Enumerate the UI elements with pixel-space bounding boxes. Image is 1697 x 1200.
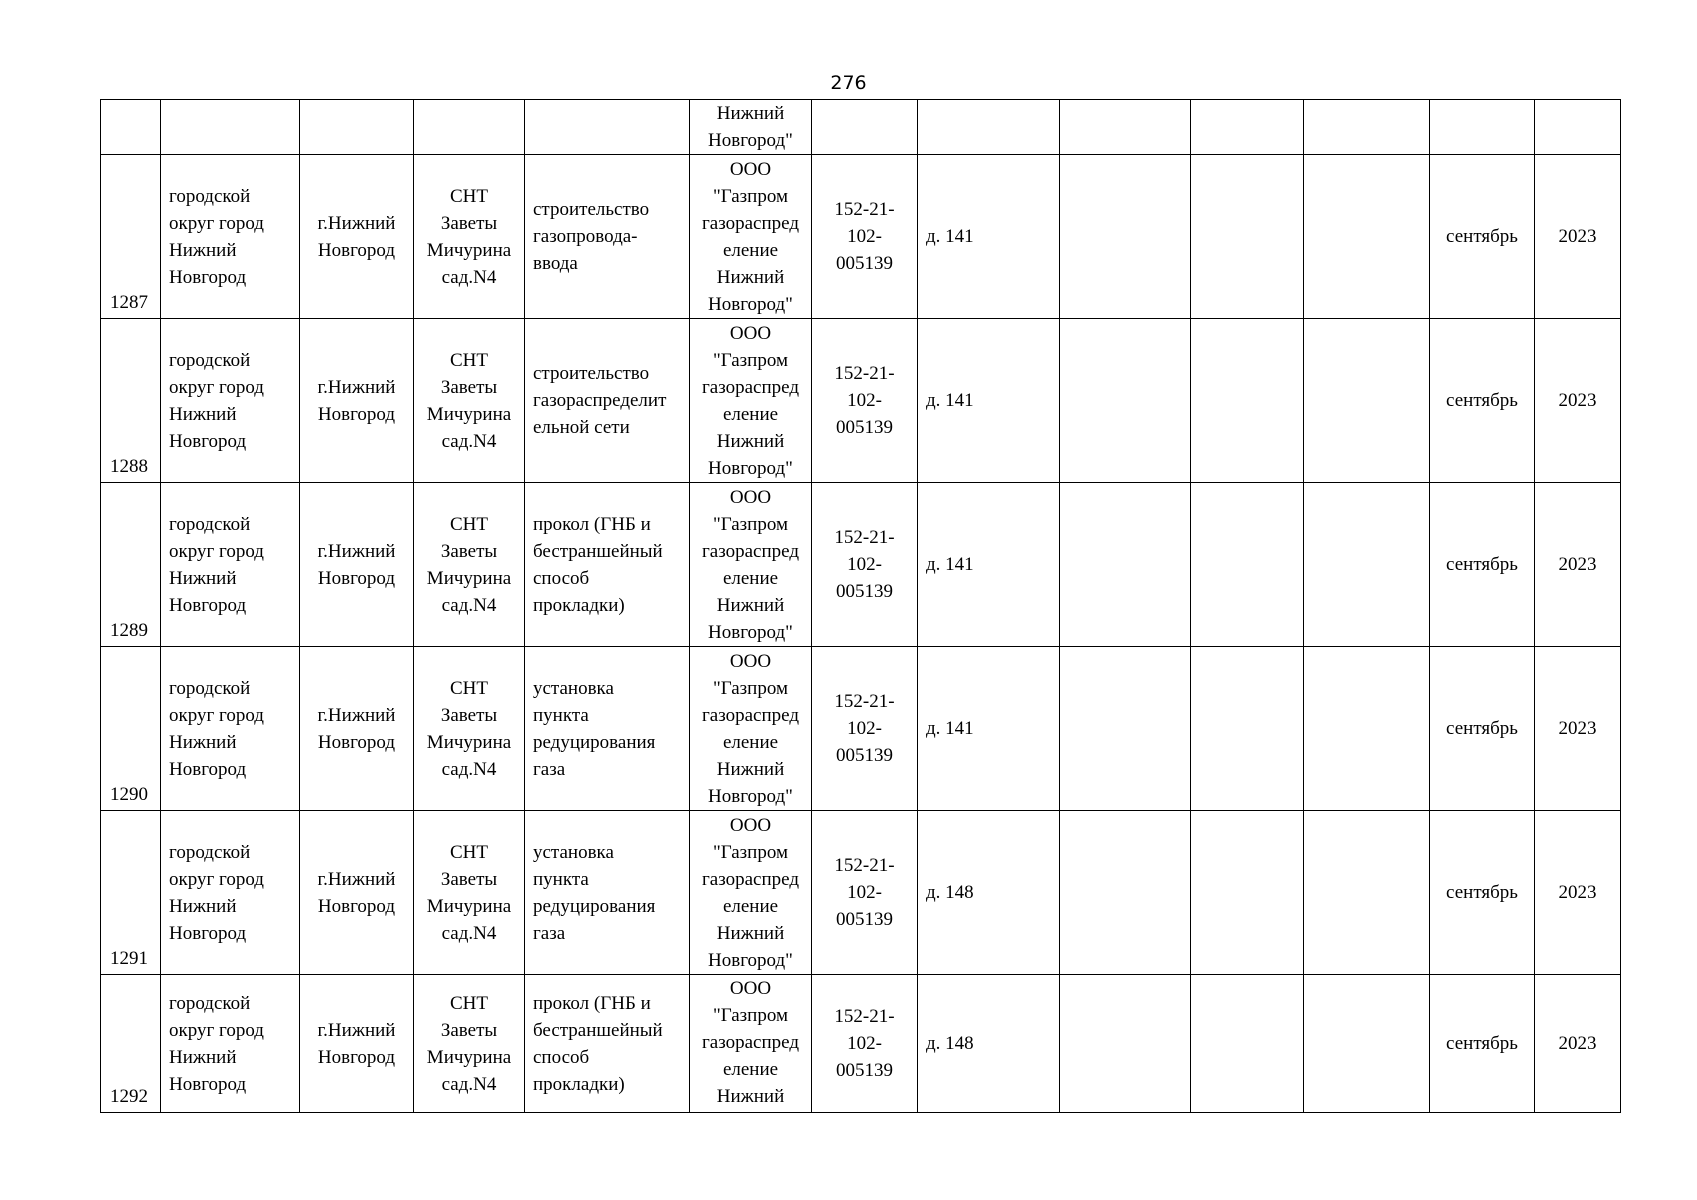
cell-location [414, 811, 525, 975]
table-body [101, 100, 1621, 1113]
cell-org-line: ООО [729, 650, 772, 672]
table-row-continuation [101, 100, 1621, 155]
cell-num: 1287 [101, 155, 161, 319]
cell-location-line: сад.N4 [441, 266, 497, 288]
org-line: Нижний [716, 103, 785, 124]
cell-reg-line: 102- [847, 390, 882, 411]
cell-empty [1060, 100, 1191, 155]
table-row [101, 975, 1621, 1113]
cell-org [690, 975, 812, 1113]
cell-reg-line: 102- [847, 554, 882, 575]
cell-org [690, 483, 812, 647]
cell-district-line: городской [169, 677, 251, 699]
cell-org-line: газораспред [701, 1032, 799, 1053]
cell-location [414, 647, 525, 811]
cell-work-line: строительство [533, 363, 650, 384]
cell-location [414, 155, 525, 319]
cell-work-line: бестраншейный [533, 1019, 663, 1041]
cell-year: 2023 [1535, 483, 1621, 647]
cell-district-line: городской [169, 513, 251, 535]
cell-work-line: газораспределит [533, 390, 667, 411]
cell-empty [1191, 319, 1304, 483]
cell-house: д. 141 [918, 483, 1060, 647]
cell-house: д. 141 [918, 319, 1060, 483]
cell-city [300, 155, 414, 319]
cell-empty [1304, 483, 1430, 647]
cell-org-line: Новгород" [708, 621, 793, 643]
table-row [101, 483, 1621, 647]
cell-location-line: Мичурина [426, 567, 512, 589]
cell-year: 2023 [1535, 811, 1621, 975]
cell-location-line: Заветы [440, 212, 498, 234]
cell-location-line: Мичурина [426, 895, 512, 917]
cell-district-line: Нижний [169, 239, 237, 261]
cell-work [525, 155, 690, 319]
cell-reg-line: 005139 [836, 581, 893, 602]
cell-city [300, 647, 414, 811]
cell-district [161, 975, 300, 1113]
cell-location-line: сад.N4 [441, 594, 497, 616]
cell-empty [1191, 155, 1304, 319]
cell-work-line: прокладки) [533, 594, 625, 616]
cell-org-line: газораспред [701, 540, 799, 562]
cell-district-line: Нижний [169, 403, 237, 425]
cell-month: сентябрь [1430, 811, 1535, 975]
cell-district-line: Новгород [169, 1073, 247, 1095]
cell-org-line: Нижний [716, 1086, 785, 1107]
table-row [101, 155, 1621, 319]
cell-city [300, 100, 414, 155]
cell-location-line: Мичурина [426, 403, 512, 425]
cell-org-line: ООО [729, 486, 772, 508]
cell-org-line: ООО [729, 814, 772, 836]
cell-org-line: еление [722, 895, 779, 917]
cell-org-line: газораспред [701, 868, 799, 890]
cell-district [161, 155, 300, 319]
cell-empty [1060, 647, 1191, 811]
cell-work-line: редуцирования [533, 895, 656, 917]
cell-house: д. 148 [918, 811, 1060, 975]
cell-empty [1060, 483, 1191, 647]
cell-reg-line: 152-21- [834, 855, 895, 876]
cell-city-line: г.Нижний [317, 212, 396, 234]
cell-org-line: "Газпром [712, 1005, 789, 1026]
cell-location-line: Заветы [440, 376, 498, 398]
cell-location-line: СНТ [450, 677, 488, 699]
cell-work-line: ельной сети [533, 417, 630, 438]
cell-city-line: г.Нижний [317, 376, 396, 398]
cell-org-line: "Газпром [712, 185, 789, 207]
cell-empty [1060, 811, 1191, 975]
cell-district-line: округ город [169, 540, 264, 562]
cell-year: 2023 [1535, 975, 1621, 1113]
cell-month: сентябрь [1430, 483, 1535, 647]
cell-reg-line: 102- [847, 882, 882, 903]
cell-org-line: "Газпром [712, 677, 789, 699]
cell-empty [1191, 975, 1304, 1113]
cell-org-line: Нижний [716, 430, 785, 452]
cell-org-line: газораспред [701, 212, 799, 234]
cell-district-line: городской [169, 349, 251, 371]
cell-num: 1292 [101, 975, 161, 1113]
cell-district-line: Нижний [169, 567, 237, 589]
cell-district-line: городской [169, 992, 251, 1014]
cell-district-line: Новгород [169, 758, 247, 780]
org-line: Новгород" [708, 130, 793, 151]
cell-city-line: г.Нижний [317, 1019, 396, 1041]
cell-org [690, 319, 812, 483]
cell-district-line: округ город [169, 704, 264, 726]
cell-city-line: Новгород [317, 567, 396, 589]
cell-location-line: сад.N4 [441, 1073, 497, 1095]
cell-house: д. 148 [918, 975, 1060, 1113]
cell-district-line: городской [169, 841, 251, 863]
cell-location-line: СНТ [450, 841, 488, 863]
cell-location-line: Заветы [440, 540, 498, 562]
cell-reg [812, 647, 918, 811]
cell-work-line: способ [533, 1046, 590, 1068]
cell-org-line: Новгород" [708, 949, 793, 971]
cell-location [414, 975, 525, 1113]
cell-org-line: Нижний [716, 266, 785, 288]
cell-empty [1060, 155, 1191, 319]
cell-org-line: газораспред [701, 704, 799, 726]
cell-org-line: Новгород" [708, 293, 793, 315]
cell-org [690, 100, 812, 155]
page-number: 276 [830, 72, 867, 94]
cell-org-line: еление [722, 403, 779, 425]
cell-district-line: Новгород [169, 266, 247, 288]
cell-empty [1430, 100, 1535, 155]
cell-empty [1535, 100, 1621, 155]
cell-num [101, 100, 161, 155]
cell-house [918, 100, 1060, 155]
cell-work-line: прокол (ГНБ и [533, 513, 651, 535]
cell-location-line: СНТ [450, 349, 488, 371]
cell-location-line: СНТ [450, 513, 488, 535]
cell-work-line: газа [533, 922, 566, 944]
cell-empty [1060, 975, 1191, 1113]
cell-city [300, 811, 414, 975]
cell-reg [812, 100, 918, 155]
cell-work-line: редуцирования [533, 731, 656, 753]
cell-city-line: г.Нижний [317, 704, 396, 726]
cell-year: 2023 [1535, 647, 1621, 811]
cell-org-line: еление [722, 1059, 779, 1080]
cell-work-line: прокладки) [533, 1073, 625, 1095]
cell-month: сентябрь [1430, 647, 1535, 811]
cell-reg-line: 005139 [836, 1060, 893, 1081]
cell-location-line: сад.N4 [441, 758, 497, 780]
cell-empty [1191, 811, 1304, 975]
cell-location-line: Мичурина [426, 1046, 512, 1068]
cell-work-line: пункта [533, 704, 589, 726]
cell-location [414, 100, 525, 155]
cell-empty [1304, 100, 1430, 155]
cell-org-line: Нижний [716, 758, 785, 780]
cell-org [690, 647, 812, 811]
cell-city [300, 975, 414, 1113]
cell-city-line: г.Нижний [317, 540, 396, 562]
cell-reg-line: 005139 [836, 745, 893, 766]
cell-reg [812, 811, 918, 975]
cell-reg-line: 152-21- [834, 363, 895, 384]
cell-work [525, 319, 690, 483]
cell-location [414, 483, 525, 647]
cell-empty [1060, 319, 1191, 483]
cell-district [161, 483, 300, 647]
data-table [100, 99, 1621, 1113]
cell-org-line: Новгород" [708, 785, 793, 807]
cell-location-line: Заветы [440, 704, 498, 726]
cell-location [414, 319, 525, 483]
cell-org-line: ООО [729, 158, 772, 180]
cell-work-line: прокол (ГНБ и [533, 992, 651, 1014]
cell-org-line: Новгород" [708, 457, 793, 479]
cell-work [525, 100, 690, 155]
cell-org-line: ООО [729, 322, 772, 344]
cell-location-line: Заветы [440, 1019, 498, 1041]
cell-district-line: округ город [169, 868, 264, 890]
cell-reg-line: 152-21- [834, 1006, 895, 1027]
cell-location-line: Мичурина [426, 239, 512, 261]
cell-district [161, 319, 300, 483]
cell-district-line: городской [169, 185, 251, 207]
cell-work-line: газопровода- [533, 226, 638, 247]
cell-city-line: г.Нижний [317, 868, 396, 890]
cell-reg-line: 005139 [836, 909, 893, 930]
cell-org-line: еление [722, 731, 779, 753]
cell-location-line: сад.N4 [441, 922, 497, 944]
cell-month: сентябрь [1430, 319, 1535, 483]
cell-work-line: способ [533, 567, 590, 589]
cell-org-line: Нижний [716, 922, 785, 944]
cell-empty [1304, 975, 1430, 1113]
cell-district-line: Новгород [169, 594, 247, 616]
cell-reg-line: 102- [847, 718, 882, 739]
cell-house: д. 141 [918, 155, 1060, 319]
cell-reg-line: 152-21- [834, 691, 895, 712]
cell-work-line: газа [533, 758, 566, 780]
cell-num: 1288 [101, 319, 161, 483]
cell-district-line: Новгород [169, 922, 247, 944]
cell-empty [1191, 100, 1304, 155]
cell-reg [812, 319, 918, 483]
cell-work-line: установка [533, 677, 614, 699]
cell-reg [812, 483, 918, 647]
cell-district [161, 811, 300, 975]
cell-district-line: округ город [169, 212, 264, 234]
cell-reg [812, 975, 918, 1113]
table-row [101, 811, 1621, 975]
cell-num: 1290 [101, 647, 161, 811]
cell-org-line: газораспред [701, 376, 799, 398]
cell-work [525, 811, 690, 975]
cell-district-line: Новгород [169, 430, 247, 452]
cell-city-line: Новгород [317, 403, 396, 425]
cell-empty [1304, 319, 1430, 483]
cell-year: 2023 [1535, 319, 1621, 483]
cell-org [690, 811, 812, 975]
cell-org-line: "Газпром [712, 349, 789, 371]
cell-district-line: округ город [169, 1019, 264, 1041]
cell-org-line: "Газпром [712, 513, 789, 535]
cell-reg-line: 152-21- [834, 527, 895, 548]
cell-work-line: пункта [533, 868, 589, 890]
cell-city-line: Новгород [317, 731, 396, 753]
cell-num: 1289 [101, 483, 161, 647]
cell-reg-line: 102- [847, 226, 882, 247]
cell-work-line: ввода [533, 253, 578, 274]
cell-work-line: бестраншейный [533, 540, 663, 562]
cell-year: 2023 [1535, 155, 1621, 319]
cell-reg-line: 152-21- [834, 199, 895, 220]
cell-work [525, 483, 690, 647]
cell-empty [1304, 155, 1430, 319]
cell-district-line: Нижний [169, 1046, 237, 1068]
cell-location-line: Мичурина [426, 731, 512, 753]
cell-city-line: Новгород [317, 895, 396, 917]
cell-district-line: округ город [169, 376, 264, 398]
cell-num: 1291 [101, 811, 161, 975]
cell-district [161, 100, 300, 155]
cell-house: д. 141 [918, 647, 1060, 811]
cell-location-line: сад.N4 [441, 430, 497, 452]
cell-work-line: установка [533, 841, 614, 863]
cell-city-line: Новгород [317, 239, 396, 261]
cell-empty [1191, 647, 1304, 811]
cell-reg-line: 005139 [836, 417, 893, 438]
cell-reg-line: 005139 [836, 253, 893, 274]
table-row [101, 647, 1621, 811]
cell-district-line: Нижний [169, 731, 237, 753]
cell-empty [1191, 483, 1304, 647]
cell-org-line: "Газпром [712, 841, 789, 863]
cell-empty [1304, 811, 1430, 975]
table-row [101, 319, 1621, 483]
cell-org-line: Нижний [716, 594, 785, 616]
cell-location-line: СНТ [450, 992, 488, 1014]
cell-district-line: Нижний [169, 895, 237, 917]
cell-reg [812, 155, 918, 319]
cell-location-line: Заветы [440, 868, 498, 890]
cell-work [525, 647, 690, 811]
cell-org [690, 155, 812, 319]
cell-city [300, 483, 414, 647]
cell-org-line: еление [722, 239, 779, 261]
cell-month: сентябрь [1430, 975, 1535, 1113]
cell-city-line: Новгород [317, 1046, 396, 1068]
cell-district [161, 647, 300, 811]
cell-work [525, 975, 690, 1113]
cell-city [300, 319, 414, 483]
cell-org-line: еление [722, 567, 779, 589]
cell-location-line: СНТ [450, 185, 488, 207]
cell-org-line: ООО [729, 978, 772, 999]
cell-month: сентябрь [1430, 155, 1535, 319]
cell-work-line: строительство [533, 199, 650, 220]
cell-empty [1304, 647, 1430, 811]
cell-reg-line: 102- [847, 1033, 882, 1054]
